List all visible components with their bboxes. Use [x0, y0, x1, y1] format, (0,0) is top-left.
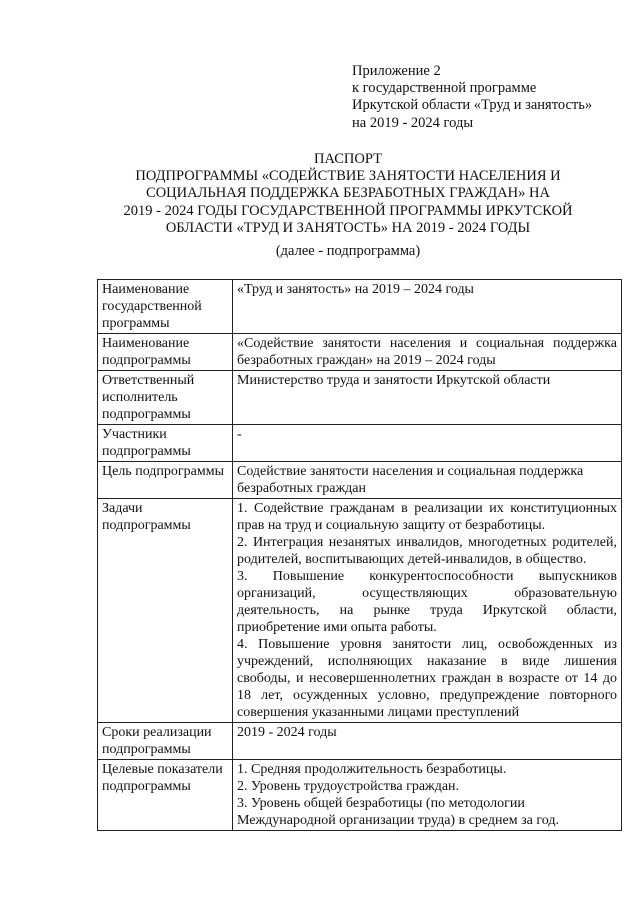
row-label: Участники подпрограммы: [98, 425, 233, 462]
table-row: [98, 499, 622, 723]
title-line: СОЦИАЛЬНАЯ ПОДДЕРЖКА БЕЗРАБОТНЫХ ГРАЖДАН» НА: [146, 185, 550, 202]
table-row: [98, 371, 622, 425]
table-row: [98, 334, 622, 371]
appendix-line: на 2019 - 2024 годы: [352, 114, 474, 131]
row-label: Цель подпрограммы: [98, 462, 233, 499]
row-value: -: [233, 425, 622, 462]
task-item: 2. Интеграция незанятых инвалидов, многодетных родителей, родителей, воспитывающих детей-инвалидов, в общество.: [237, 535, 617, 567]
row-value: 2019 - 2024 годы: [233, 723, 622, 760]
title-line: ПОДПРОГРАММЫ «СОДЕЙСТВИЕ ЗАНЯТОСТИ НАСЕЛЕНИЯ И: [135, 168, 561, 185]
task-item: 4. Повышение уровня занятости лиц, освобожденных из учреждений, исполняющих наказание в виде лишения свободы, и несовершеннолетних граждан в возрасте от 14 до 18 лет, осужденных условно, предупреждение повторного совершения указанными лицами преступлений: [237, 637, 617, 720]
title-line: 2019 - 2024 ГОДЫ ГОСУДАРСТВЕННОЙ ПРОГРАММЫ ИРКУТСКОЙ: [123, 202, 573, 219]
indicators-list: [233, 760, 622, 831]
appendix-line: Иркутской области «Труд и занятость»: [352, 97, 593, 114]
appendix-header: [352, 63, 592, 132]
table-row: [98, 462, 622, 499]
row-label: Сроки реализации подпрограммы: [98, 723, 233, 760]
table-row: [98, 280, 622, 334]
task-item: 3. Повышение конкурентоспособности выпускников организаций, осуществляющих образовательную деятельность, на рынке труда Иркутской области, приобретение ими опыта работы.: [237, 569, 617, 635]
row-label: Ответственный исполнитель подпрограммы: [98, 371, 233, 425]
table-row: [98, 723, 622, 760]
row-label: Наименование подпрограммы: [98, 334, 233, 371]
row-value: Содействие занятости населения и социальная поддержка безработных граждан: [233, 462, 622, 499]
table-row: [98, 760, 622, 831]
indicator-item: 1. Средняя продолжительность безработицы.: [237, 762, 507, 777]
row-value: Министерство труда и занятости Иркутской области: [233, 371, 622, 425]
row-label: Целевые показатели подпрограммы: [98, 760, 233, 831]
appendix-line: Приложение 2: [352, 63, 441, 79]
indicator-item: 2. Уровень трудоустройства граждан.: [237, 779, 460, 794]
title-note: (далее - подпрограмма): [275, 243, 421, 259]
title-line: ОБЛАСТИ «ТРУД И ЗАНЯТОСТЬ» НА 2019 - 2024 ГОДЫ: [165, 219, 531, 236]
appendix-line: к государственной программе: [352, 80, 537, 97]
task-item: 1. Содействие гражданам в реализации их конституционных прав на труд и социальную защиту от безработицы.: [237, 501, 617, 533]
table-row: [98, 425, 622, 462]
passport-table: [97, 279, 622, 831]
tasks-list: [233, 499, 622, 723]
indicator-item: 3. Уровень общей безработицы (по методологии Международной организации труда) в среднем за год.: [237, 796, 559, 828]
row-value: «Труд и занятость» на 2019 – 2024 годы: [233, 280, 622, 334]
title-line: ПАСПОРТ: [314, 151, 382, 167]
row-label: Наименование государственной программы: [98, 280, 233, 334]
row-label: Задачи подпрограммы: [98, 499, 233, 723]
row-value: «Содействие занятости населения и социальная поддержка безработных граждан» на 2019 – 2024 годы: [233, 334, 622, 371]
document-title: [88, 151, 608, 237]
